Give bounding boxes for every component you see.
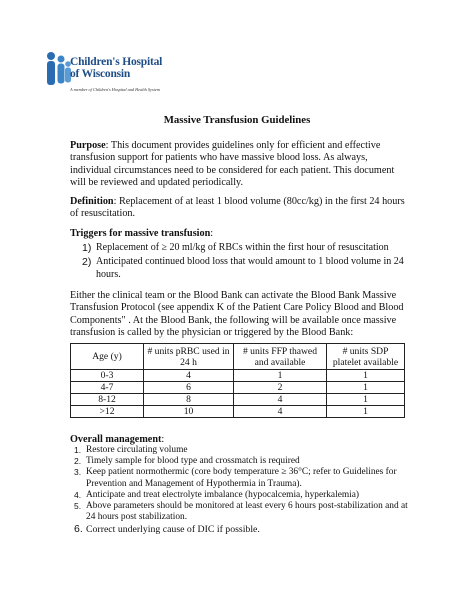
list-item-text: Timely sample for blood type and crossmatch is required — [86, 456, 300, 467]
list-item-text: Restore circulating volume — [86, 445, 188, 455]
table-cell: 2 — [234, 382, 327, 394]
list-item — [70, 445, 415, 456]
header-prbc: # units pRBC used in 24 h — [144, 344, 234, 370]
logo-name-line2: of Wisconsin — [70, 68, 131, 80]
list-item — [70, 256, 410, 281]
purpose-text: : This document provides guidelines only for efficient and effective transfusion support for patients who have massive blood loss. As always, individual circumstances need to be considered for each patient. This document will be reviewed and updated periodically. — [70, 140, 395, 188]
table-cell: 1 — [327, 382, 405, 394]
table-cell: 4 — [234, 394, 327, 406]
list-item — [70, 242, 410, 254]
logo-name-line1: Children's Hospital — [70, 56, 163, 68]
list-item-number: 3. — [74, 467, 82, 478]
table-cell: 1 — [327, 370, 405, 382]
table-row — [71, 394, 405, 406]
list-item-text: Replacement of ≥ 20 ml/kg of RBCs within the first hour of resuscitation — [96, 242, 389, 253]
table-cell: 4 — [144, 370, 234, 382]
table-cell: 8 — [144, 394, 234, 406]
table-row — [71, 370, 405, 382]
table-cell: 8-12 — [71, 394, 144, 406]
list-item — [70, 467, 415, 489]
protocol-paragraph: Either the clinical team or the Blood Bank can activate the Blood Bank Massive Transfusion Protocol (see appendix K of the Patient Care Policy Blood and Blood Components" . At the Blood Bank, the following will be available once massive transfusion is called by the physician or triggered by the Blood Bank: — [70, 290, 404, 338]
hospital-logo — [44, 50, 184, 100]
list-item — [70, 501, 415, 523]
header-ffp: # units FFP thawed and available — [234, 344, 327, 370]
table-cell: 0-3 — [71, 370, 144, 382]
list-item-text: Anticipated continued blood loss that would amount to 1 blood volume in 24 hours. — [96, 256, 404, 280]
list-item-text: Keep patient normothermic (core body temperature ≥ 36°C; refer to Guidelines for Prevention and Management of Hypothermia in Trauma). — [86, 467, 397, 489]
header-platelet: # units SDP platelet available — [327, 344, 405, 370]
table-cell: 6 — [144, 382, 234, 394]
overall-heading-colon: : — [161, 434, 165, 445]
purpose-paragraph — [70, 140, 410, 189]
family-figures-icon — [44, 50, 72, 90]
list-item-text: Anticipate and treat electrolyte imbalance (hypocalcemia, hyperkalemia) — [86, 489, 360, 500]
list-item — [70, 524, 415, 535]
list-item-number: 5. — [74, 501, 82, 512]
table-cell: 1 — [234, 370, 327, 382]
document-title: Massive Transfusion Guidelines — [163, 114, 311, 126]
triggers-list — [70, 242, 410, 281]
table-row — [71, 382, 405, 394]
transfusion-table — [70, 343, 405, 418]
definition-paragraph — [70, 196, 410, 221]
table-cell: 1 — [327, 394, 405, 406]
header-age: Age (y) — [71, 344, 144, 370]
triggers-heading-colon: : — [210, 228, 214, 239]
list-item-number: 1) — [82, 242, 92, 254]
list-item-number: 1. — [74, 445, 82, 455]
overall-management-list — [70, 445, 415, 536]
table-cell: 1 — [327, 406, 405, 418]
definition-label: Definition — [70, 196, 114, 207]
list-item-number: 4. — [74, 489, 82, 500]
purpose-label: Purpose — [70, 140, 106, 151]
table-cell: 4-7 — [71, 382, 144, 394]
list-item-number: 2) — [82, 256, 92, 269]
table-cell: 10 — [144, 406, 234, 418]
logo-tagline: A member of Children's Hospital and Health System — [70, 87, 160, 92]
definition-text: : Replacement of at least 1 blood volume (80cc/kg) in the first 24 hours of resuscitation. — [70, 196, 405, 220]
overall-heading-text: Overall management — [70, 434, 162, 445]
list-item-text: Above parameters should be monitored at least every 6 hours post-stabilization and at 24 hours post stabilization. — [86, 501, 408, 523]
list-item-number: 2. — [74, 456, 82, 467]
table-row — [71, 406, 405, 418]
list-item — [70, 490, 415, 501]
overall-management-heading — [70, 434, 164, 445]
table-header-row — [71, 344, 405, 370]
triggers-heading-text: Triggers for massive transfusion — [70, 228, 211, 239]
triggers-heading — [70, 228, 213, 239]
list-item-number: 6. — [74, 523, 83, 536]
list-item-text: Correct underlying cause of DIC if possible. — [86, 524, 260, 536]
list-item — [70, 456, 415, 467]
table-cell: >12 — [71, 406, 144, 418]
table-cell: 4 — [234, 406, 327, 418]
